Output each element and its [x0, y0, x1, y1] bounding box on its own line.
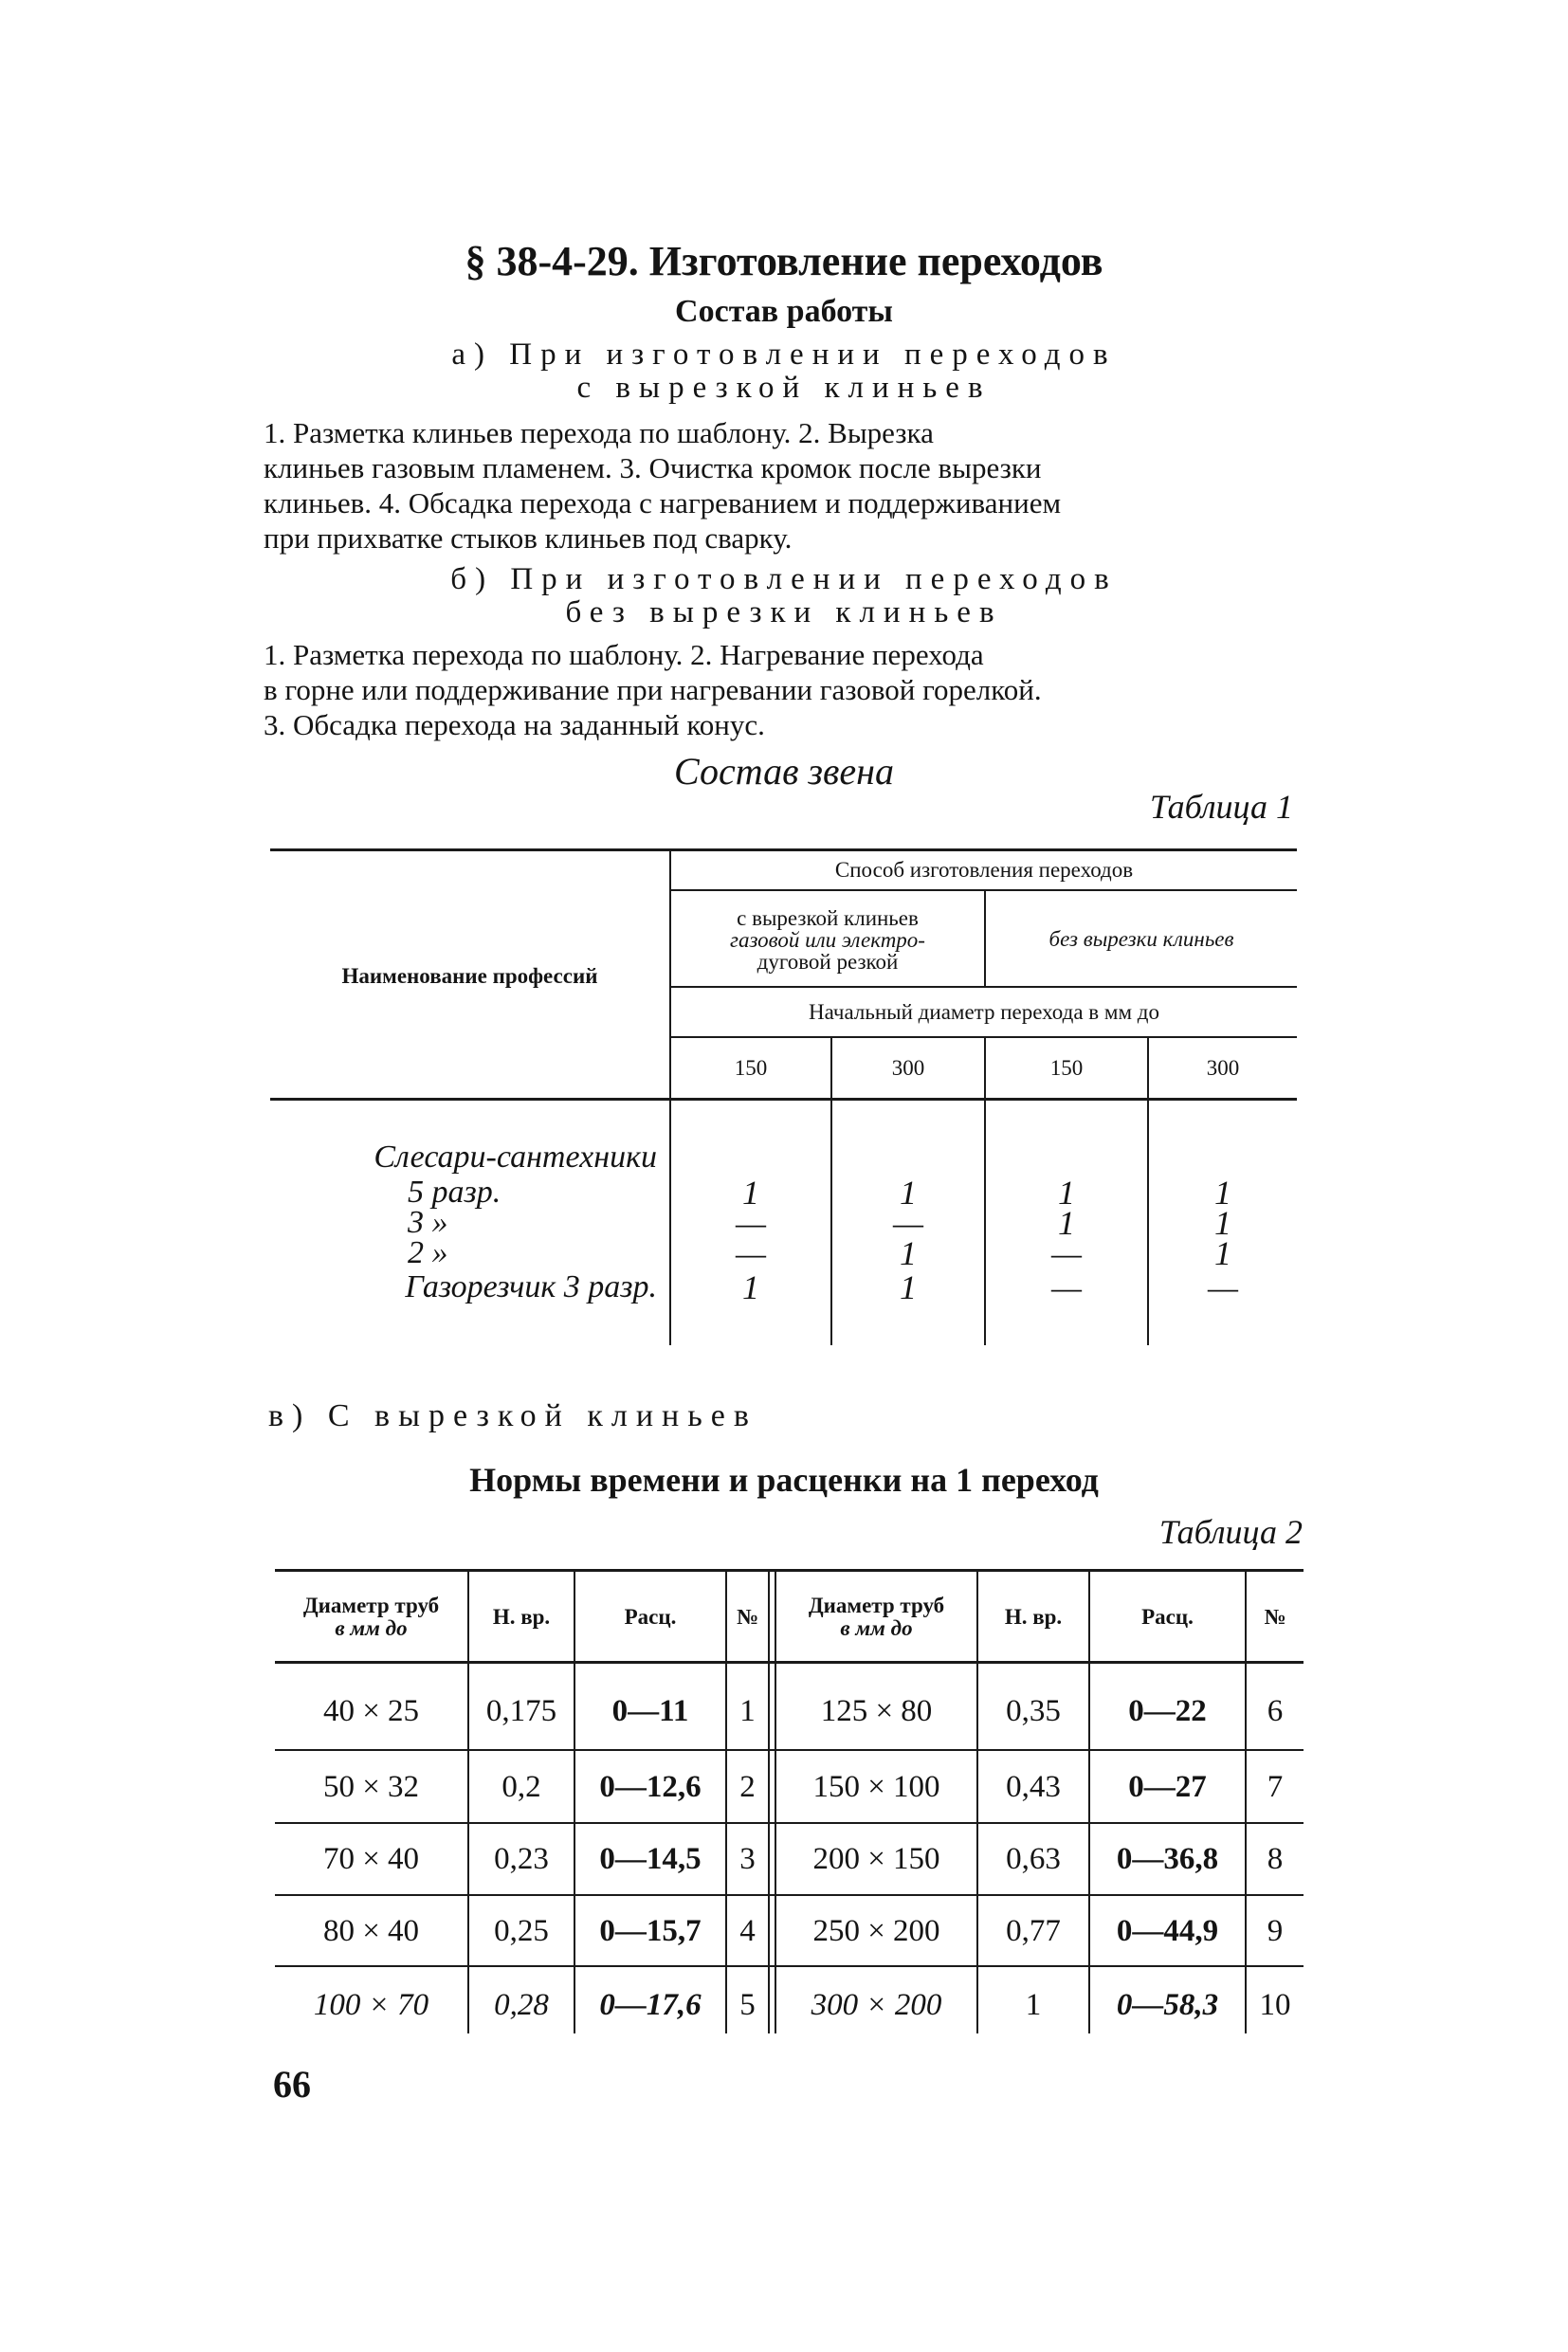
table2-cell-no: 4 — [739, 1913, 756, 1948]
table2-cell-rate: 0—15,7 — [599, 1913, 702, 1948]
table1-row-name: Газорезчик 3 разр. — [405, 1269, 657, 1304]
part-b-heading-1: б) При изготовлении переходов — [450, 562, 1118, 596]
table2-cell-rate: 0—36,8 — [1116, 1841, 1219, 1876]
table2-cell-no: 10 — [1259, 1987, 1291, 2022]
table1-row-name: 2 » — [408, 1235, 448, 1270]
part-c-heading: в) С вырезкой клиньев — [268, 1398, 757, 1433]
table2-cell-norm: 0,175 — [485, 1693, 557, 1728]
table2-cell-diameter: 70 × 40 — [322, 1841, 420, 1876]
table2-cell-rate: 0—27 — [1128, 1769, 1207, 1804]
table2-cell-norm: 0,23 — [494, 1841, 549, 1876]
part-a-heading-2: с вырезкой клиньев — [576, 371, 992, 405]
table2-header-rate: Расц. — [624, 1605, 677, 1629]
part-a-heading-1: а) При изготовлении переходов — [451, 337, 1117, 372]
table1-label: Таблица 1 — [1149, 788, 1293, 826]
table1-method-a-line: дуговой резкой — [757, 949, 899, 974]
page-number: 66 — [273, 2063, 311, 2106]
table2-cell-norm: 1 — [1025, 1987, 1042, 2022]
part-a-line: при прихватке стыков клиньев под сварку. — [264, 521, 793, 555]
table1-method-b: без вырезки клиньев — [1048, 927, 1234, 951]
table1-cell: 1 — [1214, 1204, 1231, 1242]
table2-cell-no: 5 — [739, 1987, 756, 2022]
table2-cell-rate: 0—22 — [1128, 1693, 1207, 1728]
table2-cell-rate: 0—44,9 — [1116, 1913, 1219, 1948]
table2-cell-no: 2 — [739, 1769, 756, 1804]
table1-diameter-header: Начальный диаметр перехода в мм до — [809, 999, 1159, 1024]
part-a-text — [264, 415, 1306, 556]
work-heading: Состав работы — [675, 294, 893, 329]
part-b-line: 1. Разметка перехода по шаблону. 2. Нагревание перехода — [264, 638, 984, 671]
table1-cell: 1 — [1214, 1174, 1231, 1212]
part-b-line: 3. Обсадка перехода на заданный конус. — [264, 708, 765, 741]
table1-method-a-line: с вырезкой клиньев — [737, 905, 919, 930]
table2-header-diameter-line: в мм до — [840, 1616, 913, 1640]
table2-cell-diameter: 300 × 200 — [811, 1987, 942, 2022]
table2-cell-norm: 0,43 — [1006, 1769, 1061, 1804]
table1-cell: 1 — [742, 1174, 759, 1212]
table1-row-name: 5 разр. — [408, 1175, 501, 1210]
table2-cell-no: 3 — [739, 1841, 756, 1876]
table1-cell: 1 — [1058, 1174, 1075, 1212]
table2-header-diameter-line: Диаметр труб — [808, 1594, 945, 1617]
table2-cell-diameter: 50 × 32 — [322, 1769, 420, 1804]
table1-cell: — — [1050, 1268, 1082, 1306]
table2-header-norm: Н. вр. — [492, 1605, 551, 1629]
norms-heading: Нормы времени и расценки на 1 переход — [469, 1461, 1099, 1499]
table2-header-diameter-line: Диаметр труб — [302, 1594, 440, 1617]
table2-cell-rate: 0—17,6 — [599, 1987, 702, 2022]
crew-heading: Состав звена — [673, 750, 894, 793]
table2-cell-norm: 0,2 — [501, 1769, 541, 1804]
table1-cell: 1 — [900, 1234, 917, 1272]
table2-cell-norm: 0,28 — [494, 1987, 549, 2022]
table2-header-no: № — [1264, 1605, 1286, 1629]
table2-cell-diameter: 150 × 100 — [812, 1769, 940, 1804]
table2-cell-diameter: 125 × 80 — [820, 1693, 933, 1728]
table1-diameter: 300 — [891, 1055, 925, 1080]
table2-header-rate: Расц. — [1141, 1605, 1194, 1629]
table2-cell-norm: 0,25 — [494, 1913, 549, 1948]
table1-method-a-line: газовой или электро- — [730, 927, 925, 952]
table2-cell-no: 6 — [1267, 1693, 1284, 1728]
table2-cell-rate: 0—12,6 — [599, 1769, 702, 1804]
table2-cell-norm: 0,63 — [1006, 1841, 1061, 1876]
table2-cell-rate: 0—58,3 — [1116, 1987, 1219, 2022]
table1-cell: — — [735, 1204, 766, 1242]
table2-header-diameter — [275, 1574, 467, 1661]
table2-header-diameter-line: в мм до — [335, 1616, 408, 1640]
table1-diameter: 150 — [734, 1055, 768, 1080]
table2-cell-diameter: 100 × 70 — [313, 1987, 429, 2022]
part-a-line: клиньев газовым пламенем. 3. Очистка кромок после вырезки — [264, 451, 1042, 484]
table2-cell-diameter: 80 × 40 — [322, 1913, 420, 1948]
table2-header-no: № — [736, 1605, 759, 1629]
table1-cell: — — [1207, 1268, 1238, 1306]
table2-cell-rate: 0—14,5 — [599, 1841, 702, 1876]
part-b-line: в горне или поддерживание при нагревании газовой горелкой. — [264, 673, 1042, 706]
table1-row-name: Слесари-сантехники — [374, 1140, 657, 1175]
table1-diameter: 300 — [1206, 1055, 1240, 1080]
table1-cell: 1 — [1214, 1234, 1231, 1272]
table2-cell-no: 8 — [1267, 1841, 1284, 1876]
table2-cell-diameter: 40 × 25 — [322, 1693, 420, 1728]
table2-cell-no: 7 — [1267, 1769, 1284, 1804]
table2-cell-rate: 0—11 — [611, 1693, 689, 1728]
table1-cell: — — [892, 1204, 923, 1242]
table1-method-a — [671, 893, 984, 986]
table1-method-header: Способ изготовления переходов — [834, 858, 1134, 882]
part-b-heading-2: без вырезки клиньев — [565, 595, 1003, 629]
table2-cell-no: 1 — [739, 1693, 756, 1728]
table1-diameter: 150 — [1049, 1055, 1084, 1080]
table1-cell: 1 — [1058, 1204, 1075, 1242]
table1-cell: 1 — [900, 1174, 917, 1212]
table1-cell: — — [735, 1234, 766, 1272]
part-b-text — [264, 637, 1306, 742]
table1-cell: 1 — [742, 1268, 759, 1306]
table2-label: Таблица 2 — [1158, 1513, 1303, 1551]
table2-cell-diameter: 250 × 200 — [812, 1913, 940, 1948]
section-title: § 38-4-29. Изготовление переходов — [465, 238, 1103, 284]
table1-cell: 1 — [900, 1268, 917, 1306]
table2-cell-no: 9 — [1267, 1913, 1284, 1948]
table2-cell-norm: 0,35 — [1006, 1693, 1061, 1728]
part-a-line: 1. Разметка клиньев перехода по шаблону. 2. Вырезка — [264, 416, 934, 449]
table1-cell: — — [1050, 1234, 1082, 1272]
table1-col-profession: Наименование профессий — [341, 964, 598, 988]
table2-cell-diameter: 200 × 150 — [812, 1841, 940, 1876]
table2-header-norm: Н. вр. — [1004, 1605, 1063, 1629]
table2-header-diameter — [776, 1574, 976, 1661]
table1-row-name: 3 » — [408, 1205, 448, 1240]
part-a-line: клиньев. 4. Обсадка перехода с нагреванием и поддерживанием — [264, 486, 1062, 520]
table2-cell-norm: 0,77 — [1006, 1913, 1061, 1948]
